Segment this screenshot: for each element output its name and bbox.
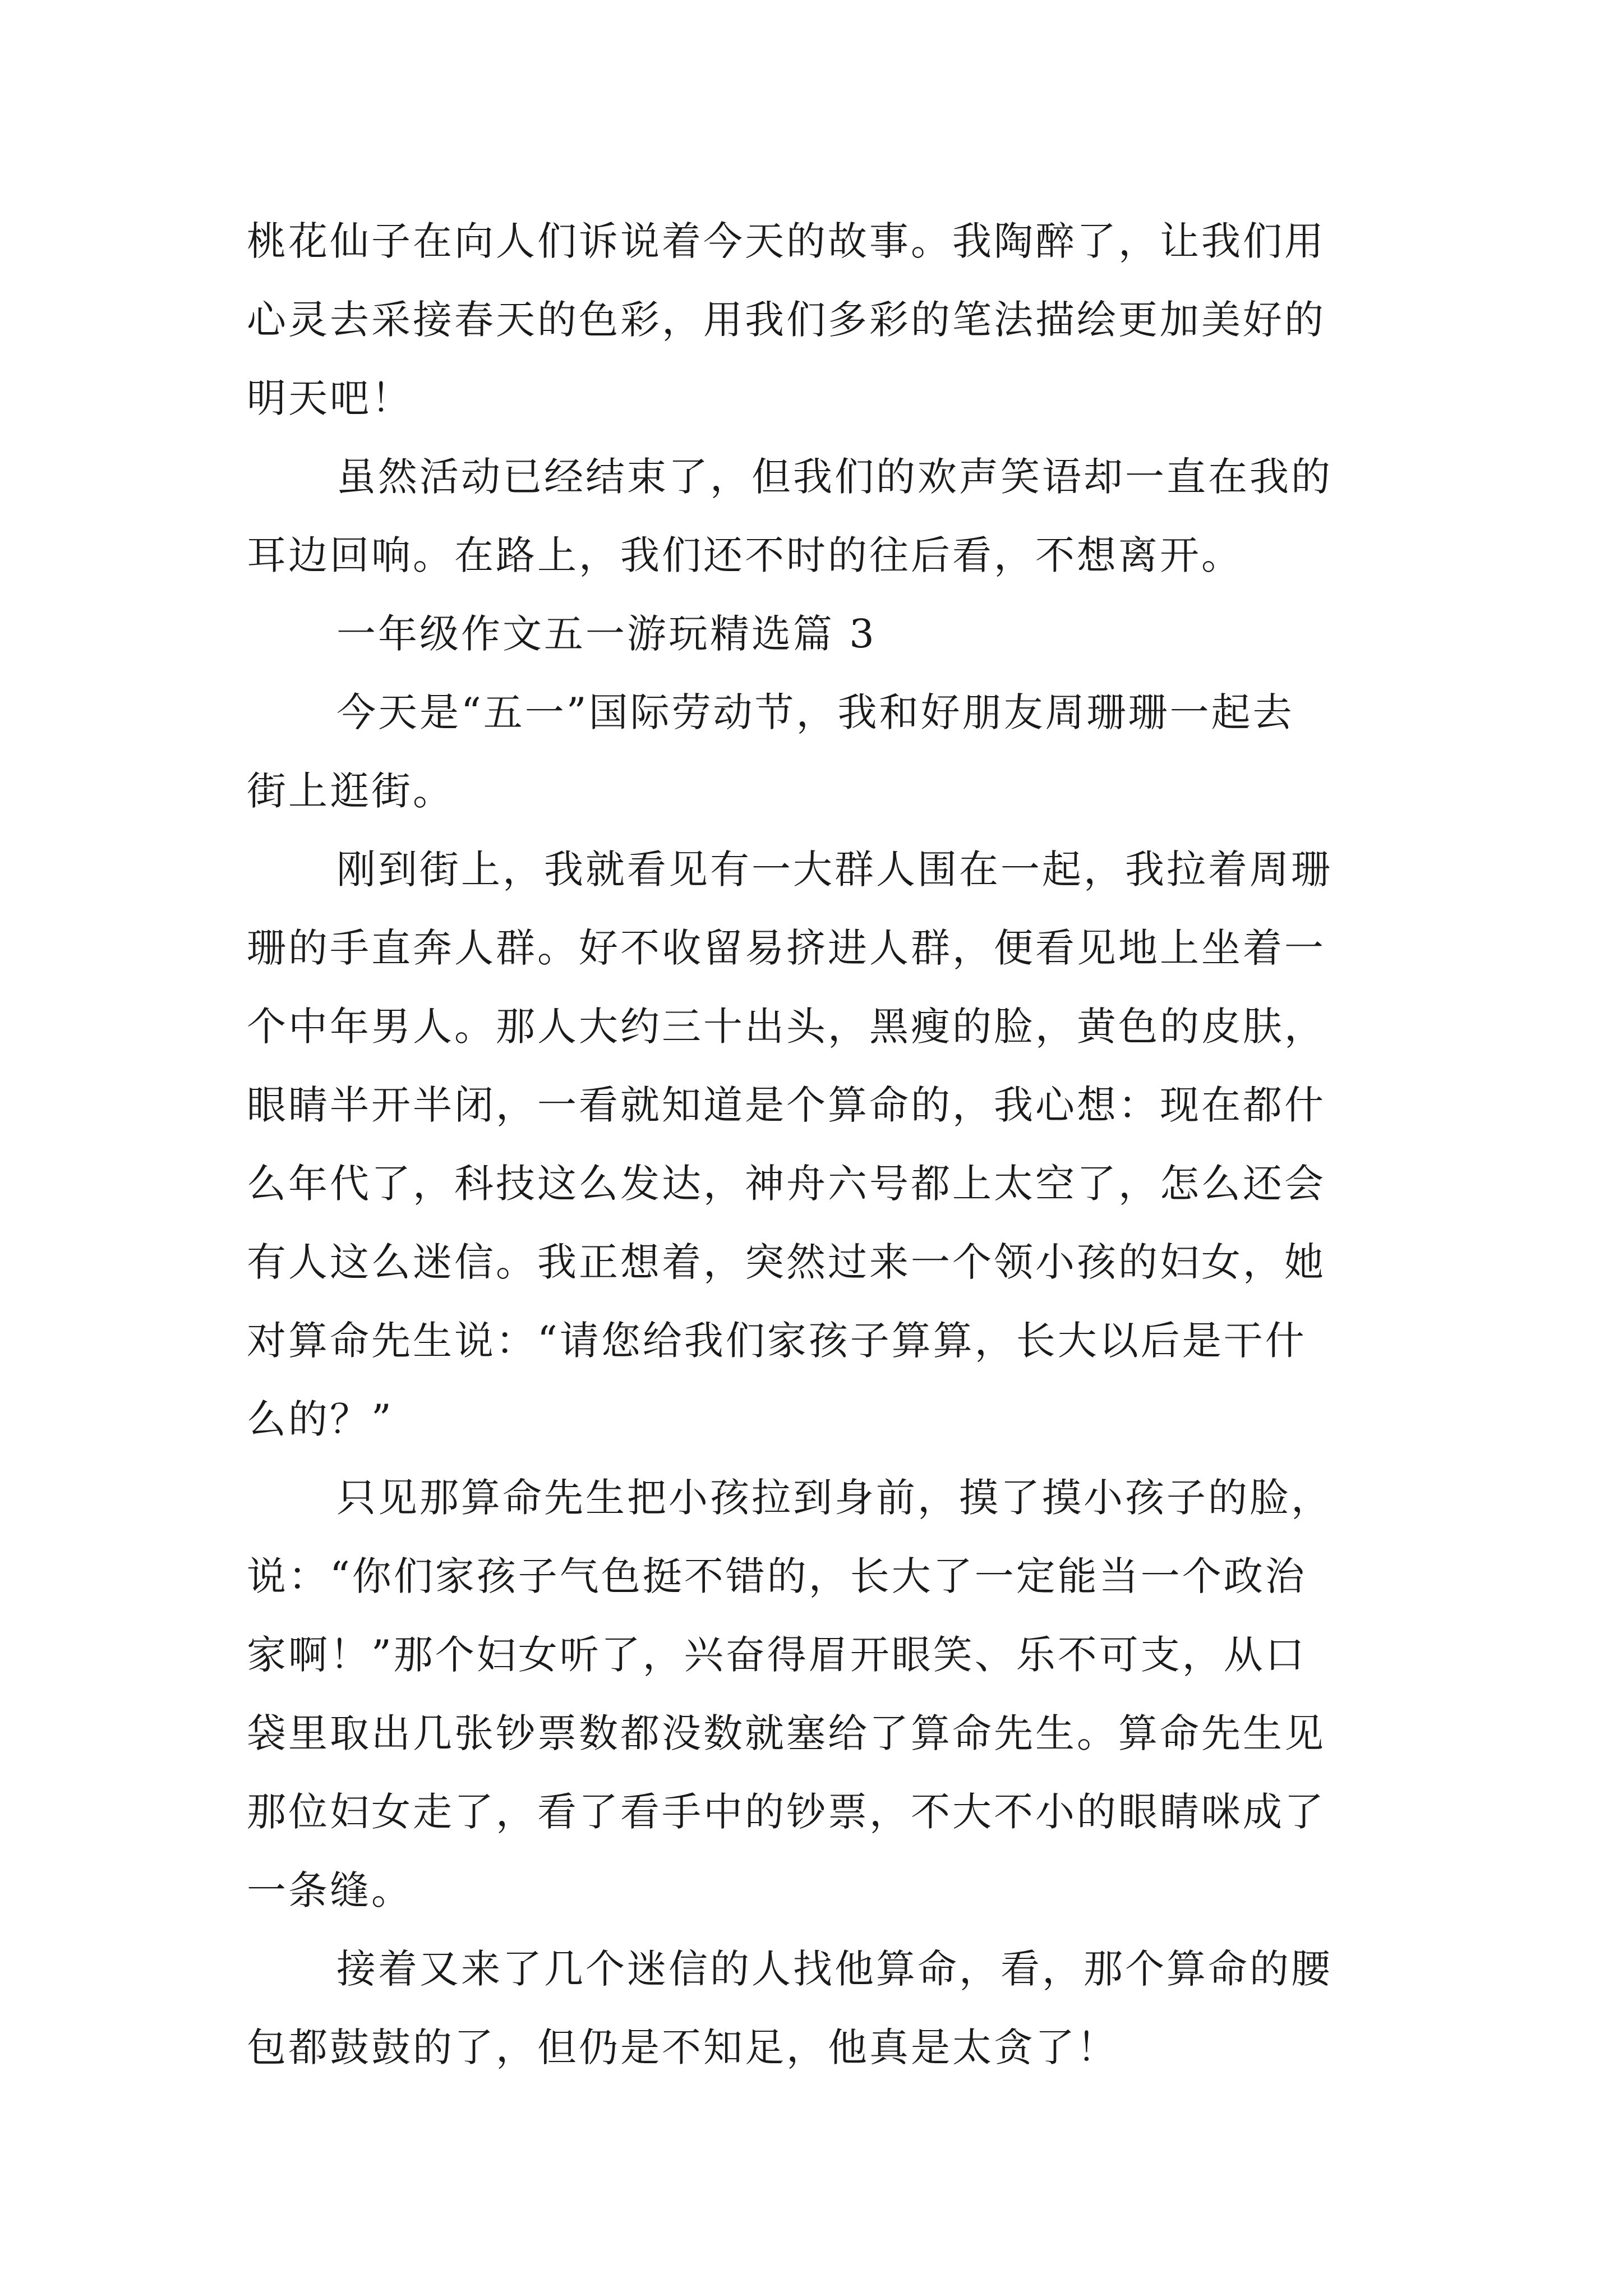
text-line: 耳边回响。在路上，我们还不时的往后看，不想离开。 [247, 532, 1243, 578]
text-line: 包都鼓鼓的了，但仍是不知足，他真是太贪了！ [247, 2024, 1118, 2070]
text-line: 心灵去采接春天的色彩，用我们多彩的笔法描绘更加美好的 [247, 297, 1326, 343]
paragraph-start-line: 接着又来了几个迷信的人找他算命，看，那个算命的腰 [336, 1946, 1332, 1992]
text-line: 那位妇女走了，看了看手中的钞票，不大不小的眼睛咪成了 [247, 1789, 1326, 1835]
text-line: 街上逛街。 [247, 768, 454, 814]
text-line: 明天吧！ [247, 375, 413, 421]
text-line: 珊的手直奔人群。好不收留易挤进人群，便看见地上坐着一 [247, 925, 1326, 971]
paragraph-start-line: 今天是“五一”国际劳动节，我和好朋友周珊珊一起去 [336, 689, 1294, 735]
text-line: 么年代了，科技这么发达，神舟六号都上太空了，怎么还会 [247, 1161, 1326, 1207]
text-line: 眼睛半开半闭，一看就知道是个算命的，我心想：现在都什 [247, 1082, 1326, 1128]
text-line: 袋里取出几张钞票数都没数就塞给了算命先生。算命先生见 [247, 1710, 1326, 1756]
text-line: 一条缝。 [247, 1867, 413, 1913]
text-line: 个中年男人。那人大约三十出头，黑瘦的脸，黄色的皮肤， [247, 1004, 1326, 1050]
paragraph-start-line: 只见那算命先生把小孩拉到身前，摸了摸小孩子的脸， [336, 1475, 1332, 1521]
section-heading: 一年级作文五一游玩精选篇 3 [336, 611, 877, 657]
text-line: 么的？” [247, 1396, 394, 1442]
text-line: 对算命先生说：“请您给我们家孩子算算，长大以后是干什 [247, 1318, 1307, 1364]
text-line: 有人这么迷信。我正想着，突然过来一个领小孩的妇女，她 [247, 1239, 1326, 1285]
paragraph-start-line: 虽然活动已经结束了，但我们的欢声笑语却一直在我的 [336, 454, 1332, 500]
paragraph-start-line: 刚到街上，我就看见有一大群人围在一起，我拉着周珊 [336, 846, 1332, 892]
text-line: 说：“你们家孩子气色挺不错的，长大了一定能当一个政治 [247, 1553, 1307, 1599]
text-line: 家啊！”那个妇女听了，兴奋得眉开眼笑、乐不可支，从口 [247, 1632, 1307, 1678]
text-line: 桃花仙子在向人们诉说着今天的故事。我陶醉了，让我们用 [247, 218, 1326, 264]
